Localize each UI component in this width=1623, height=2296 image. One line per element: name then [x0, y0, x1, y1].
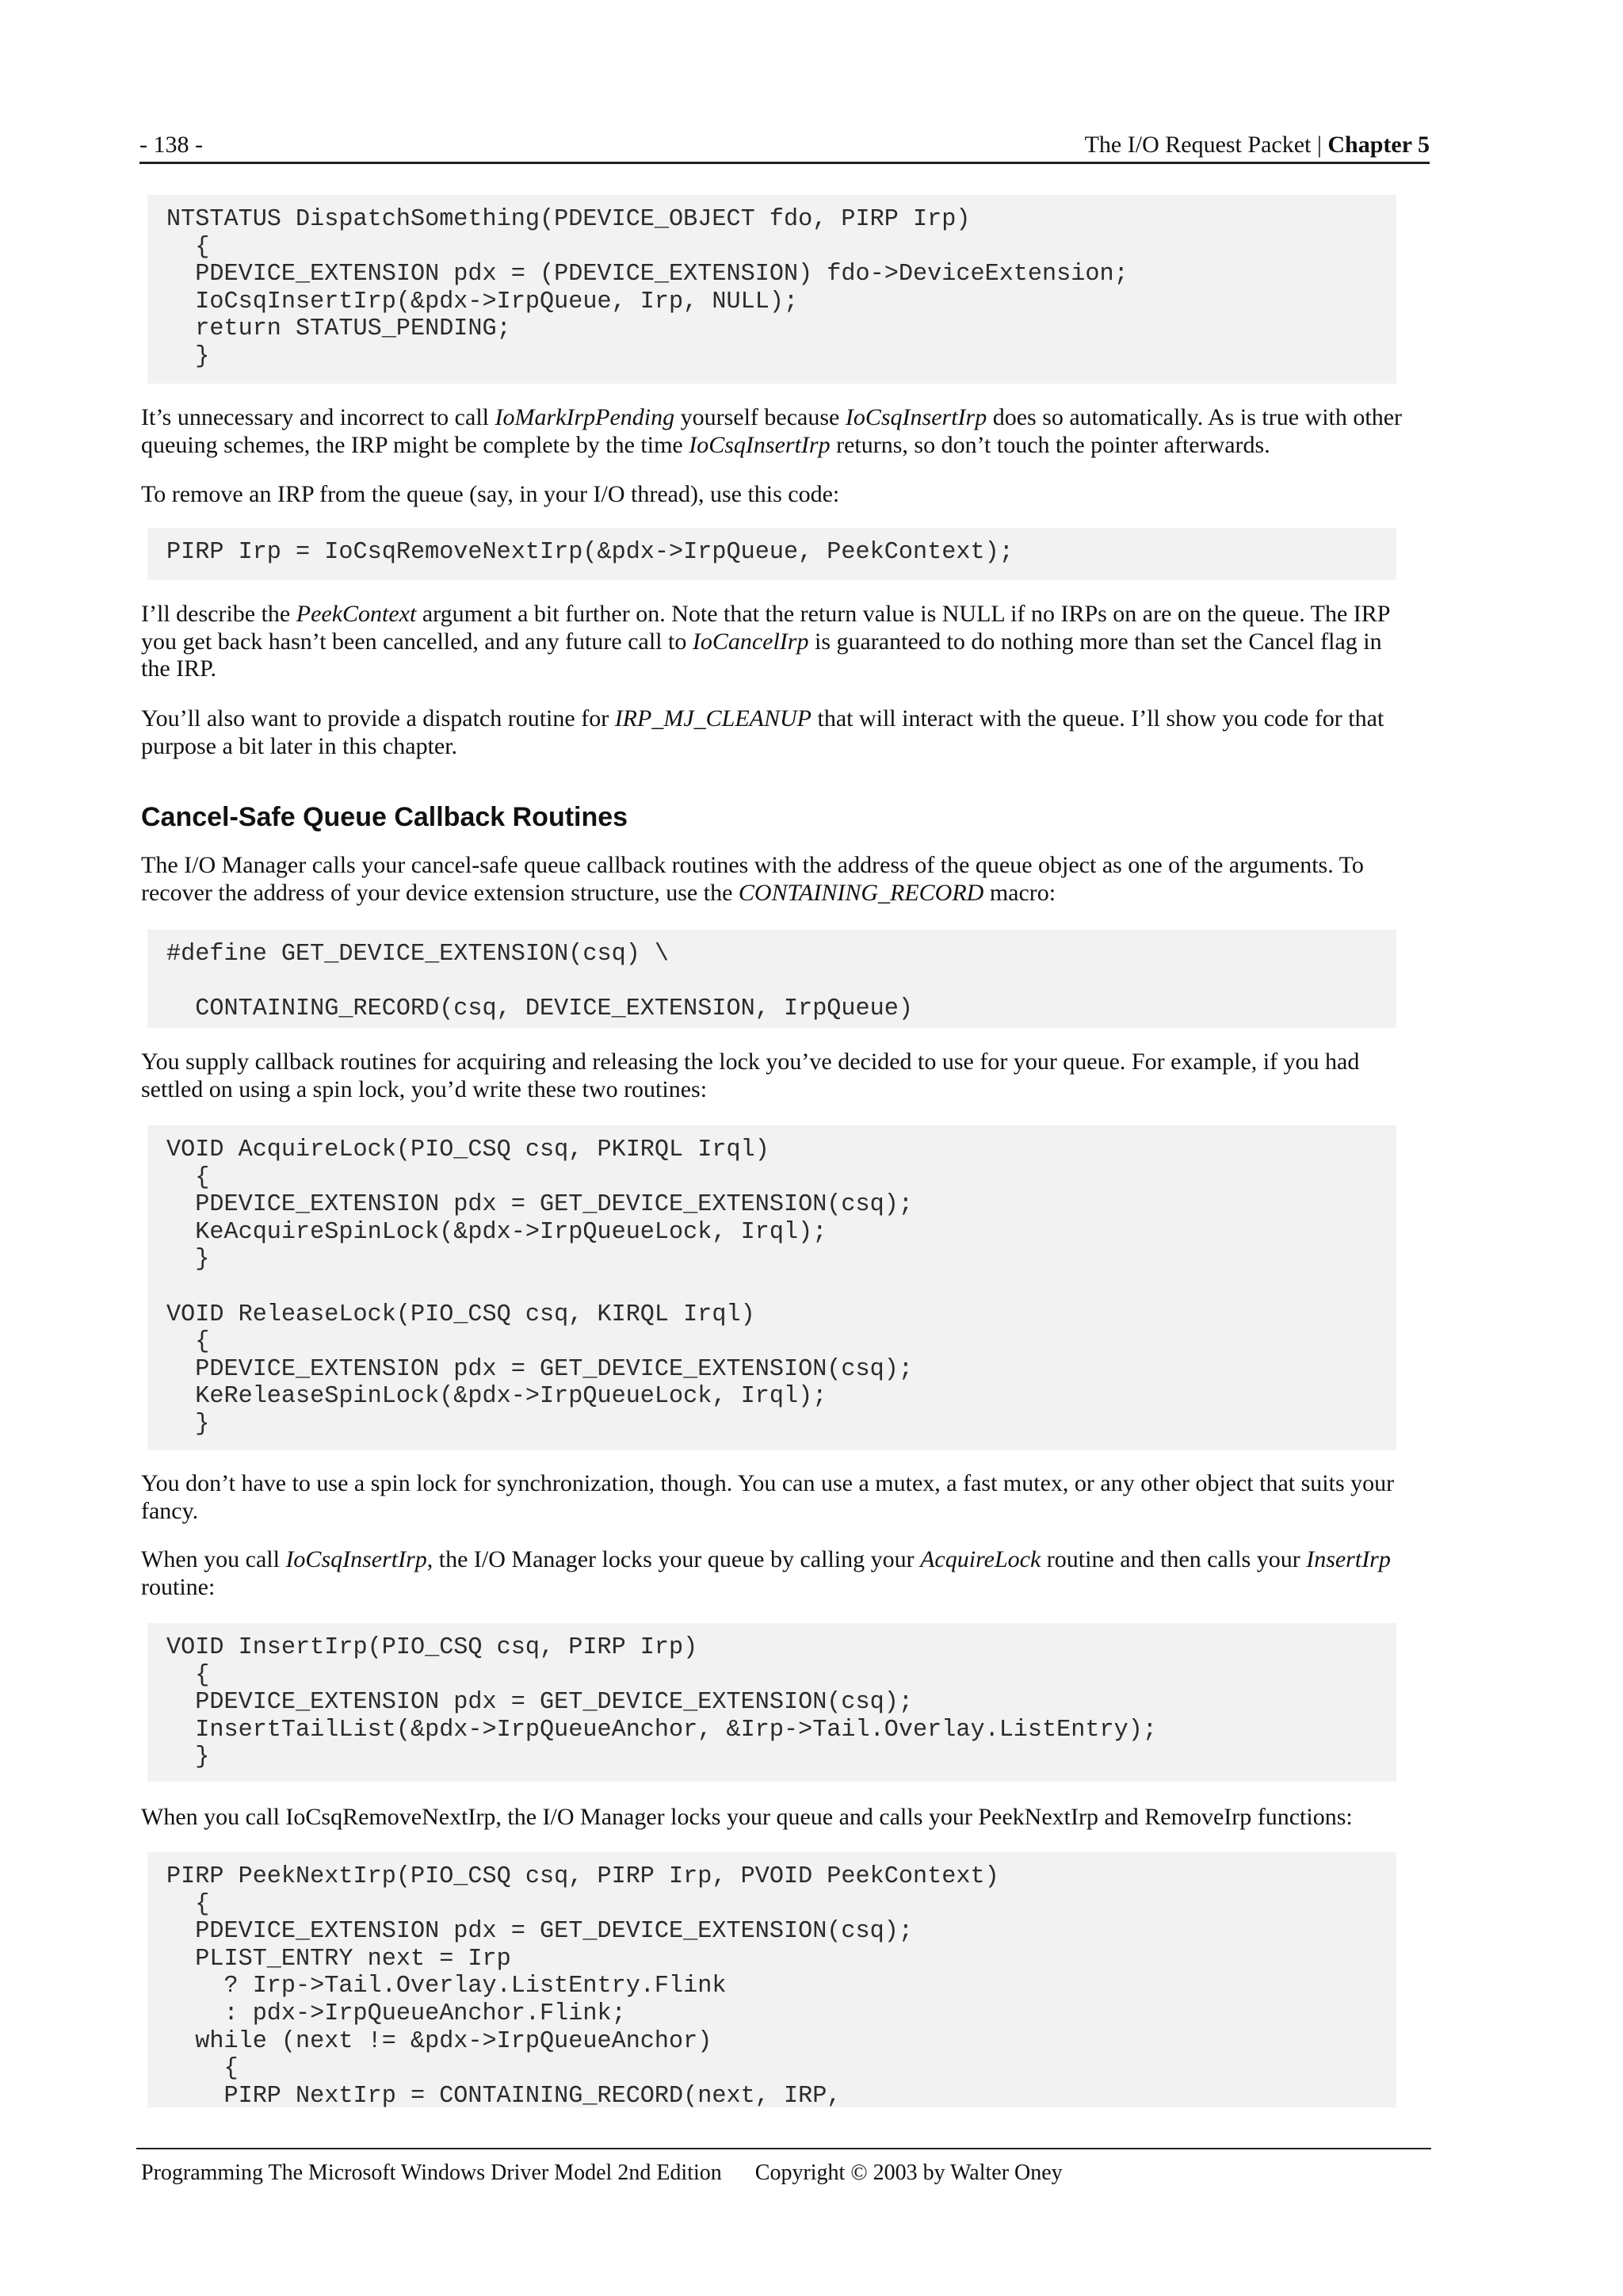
code-block — [147, 528, 1396, 580]
code-line: PDEVICE_EXTENSION pdx = GET_DEVICE_EXTENSION(csq); — [166, 1918, 914, 1946]
code-line — [166, 1274, 1396, 1301]
text-run: To remove an IRP from the queue (say, in your I/O thread), use this code: — [141, 481, 840, 507]
text-run: It’s unnecessary and incorrect to call — [141, 404, 495, 430]
code-line: #define GET_DEVICE_EXTENSION(csq) \ — [166, 941, 670, 968]
code-line: ? Irp->Tail.Overlay.ListEntry.Flink — [166, 1973, 727, 2000]
text-run: is guaranteed to do nothing more than set the Cancel flag in the IRP. — [141, 628, 1382, 682]
italic-term: IoCancelIrp — [692, 628, 809, 655]
page-footer — [141, 2160, 1063, 2186]
code-line: return STATUS_PENDING; — [166, 315, 511, 343]
text-run: When you call IoCsqRemoveNextIrp, the I/O Manager locks your queue and calls your PeekNextIrp and RemoveIrp functions: — [141, 1804, 1353, 1830]
code-block — [147, 1125, 1396, 1450]
code-line: } — [166, 1410, 210, 1438]
code-line: VOID InsertIrp(PIO_CSQ csq, PIRP Irp) — [166, 1634, 698, 1661]
text-run: You’ll also want to provide a dispatch routine for — [141, 705, 615, 732]
code-line: CONTAINING_RECORD(csq, DEVICE_EXTENSION, IrpQueue) — [166, 995, 914, 1023]
text-run: You don’t have to use a spin lock for synchronization, though. You can use a mutex, a fast mutex, or any other object that suits your fancy. — [141, 1470, 1395, 1524]
code-block — [147, 1623, 1396, 1782]
page-header — [139, 128, 1430, 164]
paragraph — [141, 705, 1409, 760]
code-block — [147, 195, 1396, 384]
text-run: routine and then calls your — [1041, 1546, 1307, 1572]
text-run: yourself because — [674, 404, 846, 430]
code-line: PLIST_ENTRY next = Irp — [166, 1945, 511, 1973]
text-run: does so automatically. As is true with other queuing schemes, the IRP might be complete by the time — [141, 404, 1403, 458]
code-line: PDEVICE_EXTENSION pdx = GET_DEVICE_EXTENSION(csq); — [166, 1355, 914, 1383]
italic-term: PeekContext — [296, 601, 417, 627]
code-line: NTSTATUS DispatchSomething(PDEVICE_OBJECT fdo, PIRP Irp) — [166, 206, 971, 233]
code-line: { — [166, 1163, 210, 1191]
code-line: } — [166, 342, 210, 370]
code-line: } — [166, 1744, 210, 1771]
code-line: { — [166, 2055, 239, 2083]
paragraph — [141, 1049, 1409, 1103]
code-line: { — [166, 233, 210, 261]
footer-book-title: Programming The Microsoft Windows Driver Model 2nd Edition — [141, 2160, 722, 2185]
code-line: PDEVICE_EXTENSION pdx = GET_DEVICE_EXTENSION(csq); — [166, 1689, 914, 1717]
text-run: that will interact with the queue. I’ll show you code for that purpose a bit later in this chapter. — [141, 705, 1384, 759]
page-number: - 138 - — [139, 132, 203, 158]
code-line: VOID AcquireLock(PIO_CSQ csq, PKIRQL Irql) — [166, 1137, 769, 1163]
code-line: PDEVICE_EXTENSION pdx = GET_DEVICE_EXTENSION(csq); — [166, 1191, 914, 1219]
text-run: You supply callback routines for acquiring and releasing the lock you’ve decided to use for your queue. For example, if you had settled on using a spin lock, you’d write these two routines: — [141, 1049, 1360, 1102]
code-line: { — [166, 1890, 210, 1918]
code-line: KeAcquireSpinLock(&pdx->IrpQueueLock, Irql); — [166, 1218, 827, 1246]
paragraph — [141, 852, 1409, 907]
text-run: argument a bit further on. Note that the return value is NULL if no IRPs on are on the queue. The IRP you get back hasn’t been cancelled, and any future call to — [141, 601, 1390, 655]
paragraph — [141, 1546, 1409, 1601]
footer-rule — [136, 2148, 1431, 2149]
code-line: IoCsqInsertIrp(&pdx->IrpQueue, Irp, NULL); — [166, 288, 799, 315]
footer-copyright: Copyright © 2003 by Walter Oney — [754, 2160, 1063, 2185]
running-title-text: The I/O Request Packet | — [1084, 132, 1328, 158]
code-line: } — [166, 1246, 210, 1274]
text-run: macro: — [983, 879, 1056, 906]
code-line: PDEVICE_EXTENSION pdx = (PDEVICE_EXTENSION) fdo->DeviceExtension; — [166, 261, 1128, 288]
paragraph — [141, 404, 1409, 459]
code-block — [147, 930, 1396, 1028]
text-run: , the I/O Manager locks your queue by calling your — [426, 1546, 921, 1572]
paragraph — [141, 601, 1409, 683]
code-line: { — [166, 1328, 210, 1356]
italic-term: IRP_MJ_CLEANUP — [614, 705, 812, 732]
code-line: while (next != &pdx->IrpQueueAnchor) — [166, 2027, 712, 2055]
code-line: PIRP PeekNextIrp(PIO_CSQ csq, PIRP Irp, PVOID PeekContext) — [166, 1863, 999, 1890]
italic-term: AcquireLock — [920, 1546, 1041, 1572]
text-run: routine: — [141, 1573, 216, 1600]
code-line: KeReleaseSpinLock(&pdx->IrpQueueLock, Irql); — [166, 1383, 827, 1411]
italic-term: InsertIrp — [1306, 1546, 1391, 1572]
text-run: returns, so don’t touch the pointer afterwards. — [830, 431, 1270, 458]
text-run: The I/O Manager calls your cancel-safe queue callback routines with the address of the queue object as one of the arguments. To recover the address of your device extension structure, use the — [141, 852, 1364, 906]
paragraph — [141, 1470, 1409, 1525]
running-title — [1085, 132, 1430, 159]
italic-term: CONTAINING_RECORD — [738, 879, 984, 906]
code-line: { — [166, 1661, 210, 1689]
chapter-label: Chapter 5 — [1327, 132, 1430, 158]
text-run: I’ll describe the — [141, 601, 296, 627]
code-line: PIRP NextIrp = CONTAINING_RECORD(next, IRP, — [166, 2082, 842, 2107]
code-line: InsertTailList(&pdx->IrpQueueAnchor, &Irp->Tail.Overlay.ListEntry); — [166, 1716, 1157, 1744]
code-line: PIRP Irp = IoCsqRemoveNextIrp(&pdx->IrpQueue, PeekContext); — [166, 539, 1014, 566]
italic-term: IoCsqInsertIrp — [285, 1546, 427, 1572]
code-block — [147, 1852, 1396, 2107]
code-line — [166, 968, 1396, 996]
italic-term: IoCsqInsertIrp — [845, 404, 987, 430]
code-line: : pdx->IrpQueueAnchor.Flink; — [166, 2000, 626, 2027]
text-run: When you call — [141, 1546, 286, 1572]
italic-term: IoCsqInsertIrp — [689, 431, 831, 458]
section-heading: Cancel-Safe Queue Callback Routines — [141, 802, 628, 832]
code-line: VOID ReleaseLock(PIO_CSQ csq, KIRQL Irql) — [166, 1301, 755, 1328]
paragraph — [141, 1804, 1409, 1832]
italic-term: IoMarkIrpPending — [495, 404, 675, 430]
paragraph — [141, 481, 1409, 509]
